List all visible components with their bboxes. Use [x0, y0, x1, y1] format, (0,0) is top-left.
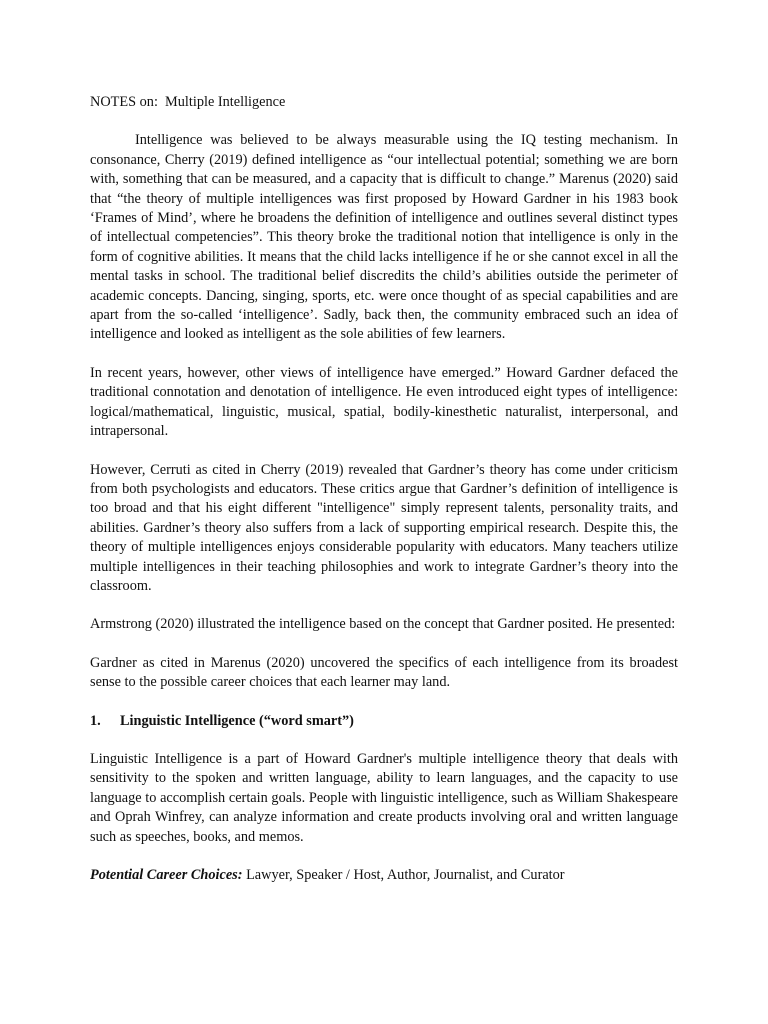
paragraph-armstrong: Armstrong (2020) illustrated the intelligence based on the concept that Gardner posited. He presented:	[90, 616, 676, 633]
career-choices	[90, 866, 678, 885]
document-page	[90, 93, 678, 885]
paragraph-criticism: However, Cerruti as cited in Cherry (2019) revealed that Gardner’s theory has come under criticism from both psychologists and educators. These critics argue that Gardner’s definition of intelligence is too broad and that his eight different "intelligence" simply represent talents, personality traits, and abilities. Gardner’s theory also suffers from a lack of supporting empirical research. Despite this, the theory of multiple intelligences enjoys considerable popularity with educators. Many teachers utilize multiple intelligences in their teaching philosophies and work to integrate Gardner’s theory into the classroom.	[90, 461, 678, 594]
career-choices-label: Potential Career Choices:	[90, 867, 243, 883]
page-title: NOTES on: Multiple Intelligence	[90, 94, 286, 110]
section-heading	[90, 712, 678, 731]
section-heading-text: Linguistic Intelligence (“word smart”)	[120, 712, 354, 729]
career-choices-list: Lawyer, Speaker / Host, Author, Journalist, and Curator	[242, 867, 565, 883]
paragraph-recent-views: In recent years, however, other views of intelligence have emerged.” Howard Gardner defaced the traditional connotation and denotation of intelligence. He even introduced eight types of intelligence: logical/mathematical, linguistic, musical, spatial, bodily-kinesthetic naturalist, interpersonal, and intrapersonal.	[90, 364, 678, 440]
paragraph-marenus: Gardner as cited in Marenus (2020) uncovered the specifics of each intelligence from its broadest sense to the possible career choices that each learner may land.	[90, 654, 678, 691]
paragraph-linguistic: Linguistic Intelligence is a part of Howard Gardner's multiple intelligence theory that deals with sensitivity to the spoken and written language, ability to learn languages, and the capacity to use language to accomplish certain goals. People with linguistic intelligence, such as William Shakespeare and Oprah Winfrey, can analyze information and create products involving oral and written language such as speeches, books, and memos.	[90, 750, 678, 845]
paragraph-intro: Intelligence was believed to be always measurable using the IQ testing mechanism. In consonance, Cherry (2019) defined intelligence as “our intellectual potential; something we are born with, something that can be measured, and a capacity that is difficult to change.” Marenus (2020) said that “the theory of multiple intelligences was first proposed by Howard Gardner in his 1983 book ‘Frames of Mind’, where he broadens the definition of intelligence and outlines several distinct types of intellectual competencies”. This theory broke the traditional notion that intelligence is only in the form of cognitive abilities. It means that the child lacks intelligence if he or she cannot excel in all the mental tasks in school. The traditional belief discredits the child’s abilities outside the perimeter of academic concepts. Dancing, singing, sports, etc. were once thought of as special capabilities and are apart from the so-called ‘intelligence’. Sadly, back then, the community embraced such an idea of intelligence and looked as intelligent as the sole abilities of few learners.	[90, 132, 678, 343]
section-number: 1.	[90, 712, 101, 729]
